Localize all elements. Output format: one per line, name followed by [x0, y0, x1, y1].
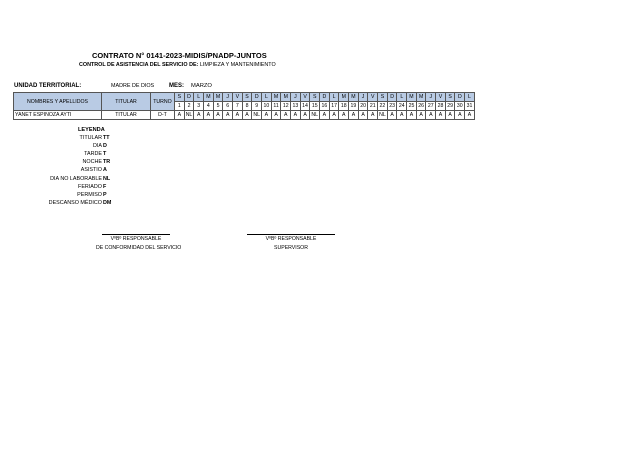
attendance-mark-cell: A — [416, 111, 426, 120]
column-header-turno: TURNO — [151, 93, 175, 111]
day-of-week-cell: S — [378, 93, 388, 102]
day-number-cell: 21 — [369, 103, 376, 109]
subtitle-service-value: LIMPIEZA Y MANTENIMIENTO — [198, 62, 276, 68]
signature-line-left — [102, 234, 170, 235]
attendance-mark-cell: NL — [185, 112, 193, 118]
day-number-cell: 13 — [292, 103, 299, 109]
day-of-week-cell: D — [455, 93, 465, 102]
day-number-cell: 6 — [223, 102, 233, 111]
day-number-cell: 20 — [360, 103, 366, 109]
day-number-cell: 12 — [282, 103, 289, 109]
signature-right-title: VºBº RESPONSABLE — [265, 236, 317, 242]
day-of-week-cell: J — [223, 93, 233, 102]
attendance-mark-cell: A — [455, 111, 465, 120]
attendance-mark-cell: NL — [253, 112, 261, 118]
attendance-mark-cell: A — [465, 111, 475, 120]
attendance-mark-cell: A — [358, 111, 368, 120]
day-number-cell: 1 — [175, 102, 185, 111]
attendance-mark-cell: A — [339, 111, 349, 120]
table-row — [14, 111, 475, 120]
legend-item-code: F — [103, 183, 107, 190]
day-of-week-cell: S — [175, 93, 185, 102]
attendance-mark-cell: A — [262, 111, 272, 120]
day-number-cell: 26 — [418, 103, 425, 109]
day-number-cell: 29 — [447, 103, 454, 109]
day-number-cell: 3 — [194, 102, 204, 111]
day-number-cell: 14 — [302, 103, 308, 109]
mes-value: MARZO — [191, 83, 212, 89]
attendance-mark-cell: A — [213, 111, 223, 120]
subtitle-service-label: CONTROL DE ASISTENCIA DEL SERVICIO DE: — [79, 62, 199, 68]
day-of-week-cell: S — [445, 93, 455, 102]
day-of-week-cell: S — [242, 93, 252, 102]
legend-item-code: TT — [103, 135, 110, 141]
day-of-week-cell: D — [184, 93, 194, 102]
legend-title: LEYENDA — [78, 127, 105, 133]
day-of-week-cell: M — [271, 93, 281, 102]
day-of-week-cell: V — [233, 93, 243, 102]
legend-item-code: TR — [103, 159, 111, 166]
day-of-week-cell: D — [387, 93, 397, 102]
day-number-cell: 24 — [398, 103, 405, 109]
day-of-week-cell: M — [281, 93, 291, 102]
day-of-week-cell: M — [339, 93, 349, 102]
legend-item-code: DM — [103, 199, 112, 206]
legend-item-label: DIA — [93, 143, 102, 150]
unidad-territorial-value: MADRE DE DIOS — [111, 83, 155, 89]
day-number-cell: 15 — [311, 103, 318, 109]
employee-name-cell: YANET ESPINOZA AYTI — [14, 111, 102, 120]
attendance-mark-cell: A — [387, 111, 397, 120]
day-of-week-cell: L — [262, 93, 272, 102]
day-number-cell: 8 — [242, 102, 252, 111]
legend-item-label: FERIADO — [78, 183, 102, 190]
attendance-mark-cell: A — [349, 111, 359, 120]
mes-label: MES: — [169, 83, 184, 89]
attendance-mark-cell: A — [291, 111, 301, 120]
legend-item-label: TITULAR — [79, 135, 102, 141]
attendance-mark-cell: NL — [379, 112, 386, 118]
day-of-week-cell: L — [397, 93, 407, 102]
legend-item-code: A — [103, 167, 107, 174]
column-header-names: NOMBRES Y APELLIDOS — [14, 93, 102, 111]
day-of-week-cell: L — [329, 93, 339, 102]
document-subtitle — [79, 62, 276, 68]
day-number-cell: 7 — [233, 102, 243, 111]
day-number-cell: 18 — [340, 103, 347, 109]
signature-right-subtitle: SUPERVISOR — [274, 245, 308, 251]
day-number-cell: 19 — [350, 103, 357, 109]
attendance-mark-cell: A — [233, 111, 243, 120]
day-number-cell: 31 — [466, 103, 473, 109]
day-number-cell: 17 — [331, 103, 337, 109]
signature-left-subtitle: DE CONFORMIDAD DEL SERVICIO — [96, 245, 182, 251]
day-of-week-cell: M — [416, 93, 426, 102]
day-of-week-cell: J — [426, 93, 436, 102]
unidad-territorial-label: UNIDAD TERRITORIAL: — [14, 83, 82, 89]
attendance-mark-cell: A — [426, 111, 436, 120]
day-of-week-cell: M — [213, 93, 223, 102]
legend-item-label: PERMISO — [77, 191, 102, 198]
day-of-week-cell: J — [291, 93, 301, 102]
day-of-week-cell: M — [407, 93, 417, 102]
legend-item-label: DESCANSO MÉDICO — [48, 199, 102, 206]
day-number-cell: 10 — [263, 103, 270, 109]
attendance-mark-cell: A — [320, 111, 330, 120]
day-of-week-cell: V — [368, 93, 378, 102]
attendance-mark-cell: A — [300, 111, 310, 120]
day-of-week-cell: M — [204, 93, 214, 102]
day-number-cell: 27 — [427, 103, 434, 109]
legend-item-code: NL — [103, 175, 111, 182]
day-of-week-cell: L — [465, 93, 475, 102]
attendance-mark-cell: A — [397, 111, 407, 120]
day-number-cell: 5 — [213, 102, 223, 111]
day-of-week-cell: D — [320, 93, 330, 102]
attendance-mark-cell: A — [242, 111, 252, 120]
legend-item-label: ASISTIO — [80, 167, 102, 174]
day-number-cell: 30 — [456, 103, 463, 109]
day-of-week-cell: S — [310, 93, 320, 102]
attendance-mark-cell: A — [194, 111, 204, 120]
attendance-mark-cell: A — [445, 111, 455, 120]
attendance-mark-cell: A — [281, 111, 291, 120]
attendance-table — [13, 92, 475, 120]
day-number-cell: 16 — [321, 103, 328, 109]
legend-item-code: P — [103, 191, 107, 198]
attendance-mark-cell: A — [223, 111, 233, 120]
attendance-mark-cell: A — [329, 111, 339, 120]
day-of-week-cell: J — [358, 93, 368, 102]
day-number-cell: 28 — [437, 103, 444, 109]
attendance-mark-cell: NL — [311, 112, 319, 118]
legend-item-label: NOCHE — [82, 159, 102, 166]
day-of-week-cell: D — [252, 93, 262, 102]
legend-item-code: T — [103, 151, 107, 158]
attendance-mark-cell: A — [368, 111, 378, 120]
legend-item-label: DIA NO LABORABLE — [50, 175, 102, 182]
signature-line-right — [247, 234, 335, 235]
day-of-week-cell: M — [349, 93, 359, 102]
attendance-mark-cell: A — [271, 111, 281, 120]
day-number-cell: 11 — [271, 102, 281, 111]
day-number-cell: 4 — [204, 102, 214, 111]
day-number-cell: 23 — [389, 103, 395, 109]
document-title: CONTRATO N° 0141-2023-MIDIS/PNADP-JUNTOS — [92, 51, 267, 60]
day-number-cell: 2 — [184, 102, 194, 111]
employee-turno-cell: D-T — [151, 111, 175, 120]
day-of-week-cell: V — [436, 93, 446, 102]
employee-titular-cell: TITULAR — [102, 111, 151, 120]
day-number-cell: 22 — [379, 103, 386, 109]
attendance-mark-cell: A — [204, 111, 214, 120]
column-header-titular: TITULAR — [102, 93, 151, 111]
day-number-cell: 9 — [252, 102, 262, 111]
attendance-mark-cell: A — [436, 111, 446, 120]
legend-item-label: TARDE — [84, 151, 102, 158]
attendance-mark-cell: A — [407, 111, 417, 120]
attendance-mark-cell: A — [175, 111, 185, 120]
day-number-cell: 25 — [408, 103, 415, 109]
day-of-week-cell: L — [194, 93, 204, 102]
legend-item-code: D — [103, 143, 107, 150]
day-of-week-cell: V — [300, 93, 310, 102]
signature-left-title: VºBº RESPONSABLE — [110, 236, 162, 242]
table-header-row — [14, 93, 475, 102]
